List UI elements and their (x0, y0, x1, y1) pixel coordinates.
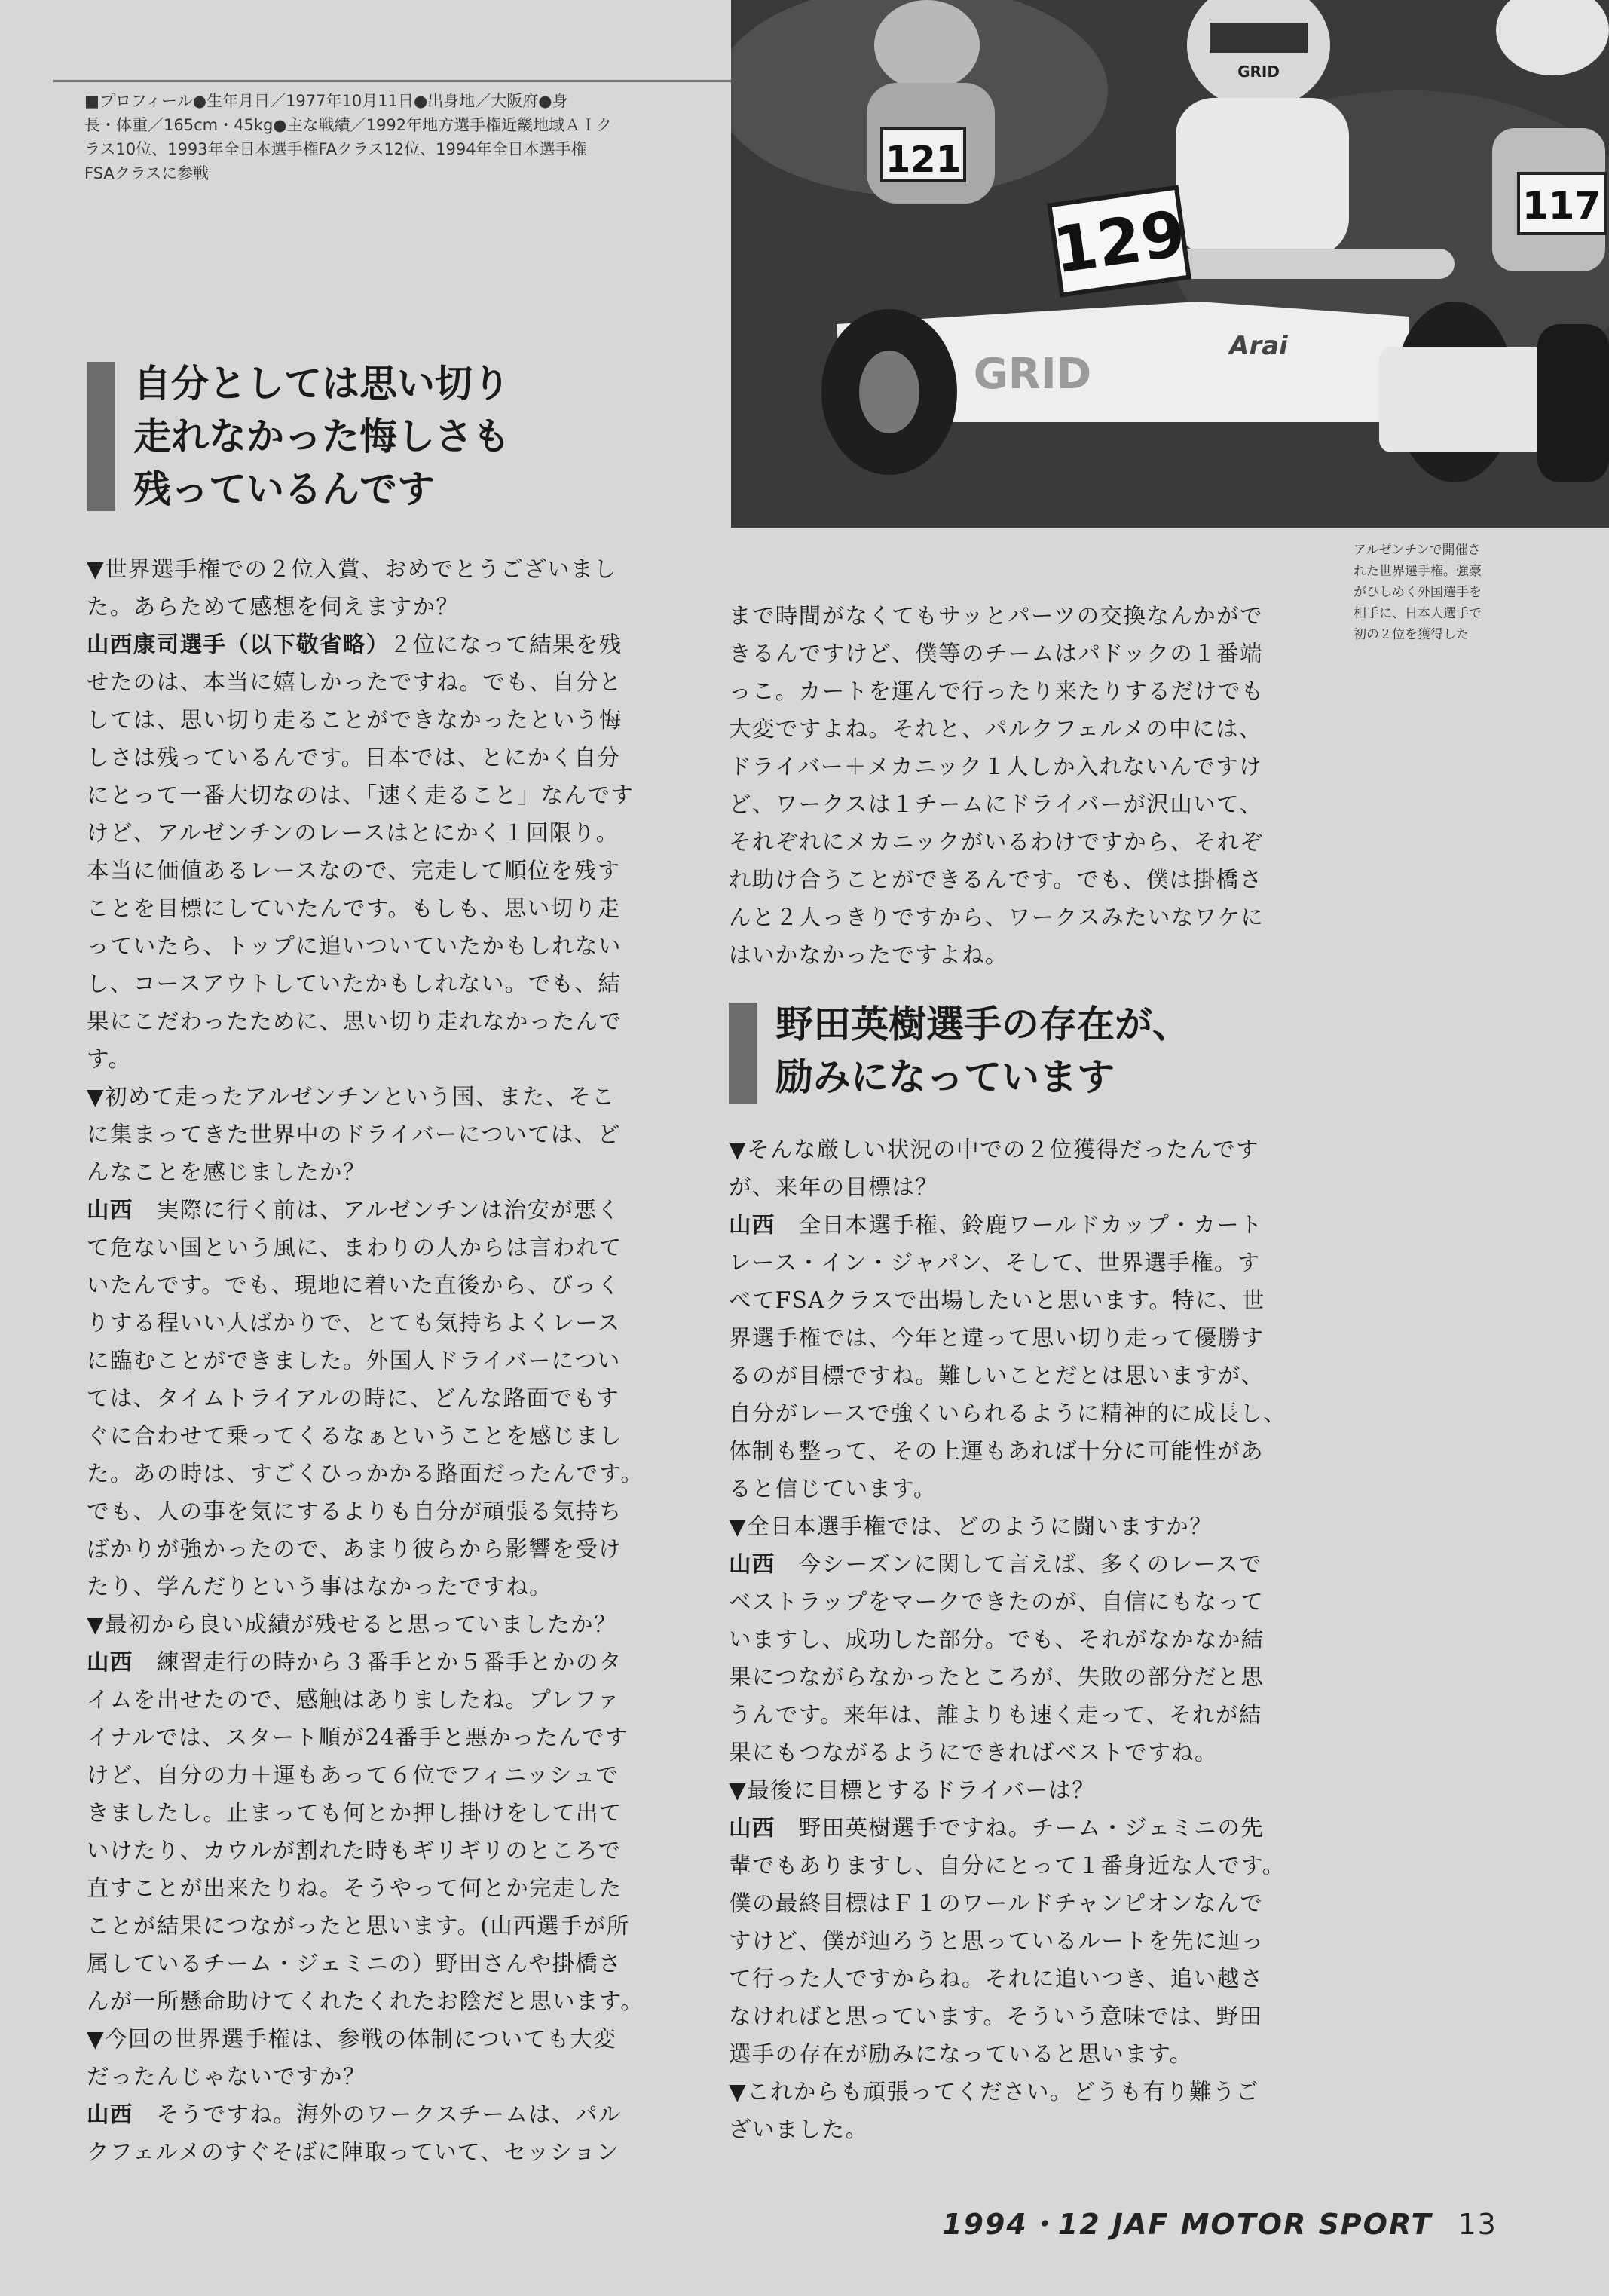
text-line (87, 1379, 659, 1417)
kart-number-117: 117 (1522, 184, 1601, 228)
line-text: ▼最初から良い成績が残せると思っていましたか？ (87, 1612, 617, 1637)
text-line (729, 2035, 1302, 2073)
line-text: 僕の最終目標はＦ１のワールドチャンピオンなんで (729, 1890, 1264, 1916)
text-line (729, 1583, 1302, 1621)
text-line (87, 776, 659, 814)
page-footer (942, 2201, 1545, 2242)
text-line (87, 550, 659, 588)
text-line (729, 1847, 1302, 1884)
line-text: ばかりが強かったので、あまり彼らから影響を受け (87, 1536, 622, 1562)
line-text: たり、学んだりという事はなかったですね。 (87, 1574, 553, 1600)
text-line (87, 1643, 659, 1681)
line-text: クフェルメのすぐそばに陣取っていて、セッション (87, 2139, 620, 2165)
text-line (729, 1922, 1302, 1960)
text-line (87, 1003, 659, 1040)
text-line (729, 1357, 1302, 1394)
text-line (729, 899, 1302, 936)
caption-line: 初の２位を獲得した (1354, 627, 1469, 642)
text-line (729, 1809, 1302, 1847)
line-text: ▼今回の世界選手権は、参戦の体制についても大変 (87, 2026, 617, 2052)
text-line (87, 889, 659, 927)
line-text: が、来年の目標は？ (729, 1174, 939, 1200)
magazine-issue: 1994・12 JAF MOTOR SPORT (942, 2208, 1433, 2241)
speaker-label: 山西 (729, 1551, 775, 1577)
text-line (87, 739, 659, 776)
line-text: ベストラップをマークできたのが、自信にもなって (729, 1589, 1265, 1615)
speaker-label: 山西康司選手（以下敬省略） (87, 632, 390, 657)
profile-line: FSAクラスに参戦 (84, 164, 210, 182)
line-text: いたんです。でも、現地に着いた直後から、びっく (87, 1272, 621, 1298)
heading-line: 残っているんです (133, 467, 435, 511)
heading-bar (729, 1003, 757, 1104)
text-line (729, 748, 1302, 785)
line-text: レース・イン・ジャパン、そして、世界選手権。す (729, 1250, 1261, 1275)
text-line (87, 1078, 659, 1116)
text-line (87, 1266, 659, 1304)
line-text: それぞれにメカニックがいるわけですから、それぞ (729, 829, 1264, 855)
text-line (729, 785, 1302, 823)
line-text: 体制も整って、その上運もあれば十分に可能性があ (729, 1438, 1265, 1464)
line-text: きるんですけど、僕等のチームはパドックの１番端 (729, 641, 1263, 666)
text-line (87, 1907, 659, 1945)
text-line (87, 1153, 659, 1191)
article-column-left (87, 550, 659, 2171)
line-text: はいかなかったですよね。 (729, 942, 1008, 968)
text-line (729, 1508, 1302, 1545)
caption-line: れた世界選手権。強豪 (1354, 564, 1482, 579)
line-text: きましたし。止まっても何とか押し掛けをして出て (87, 1800, 622, 1826)
text-line (87, 701, 659, 739)
kart-number-121: 121 (885, 139, 962, 181)
text-line (87, 1681, 659, 1719)
caption-line: アルゼンチンで開催さ (1354, 543, 1481, 558)
line-text: ことが結果につながったと思います。(山西選手が所 (87, 1913, 630, 1939)
heading-bar (87, 362, 115, 511)
text-line (729, 1281, 1302, 1319)
text-line (87, 1191, 659, 1229)
profile-line: ■プロフィール●生年月日／1977年10月11日●出身地／大阪府●身 (84, 92, 568, 110)
line-text: いけたり、カウルが割れた時もギリギリのところで (87, 1838, 622, 1863)
text-line (729, 1998, 1302, 2035)
text-line (87, 1945, 659, 1982)
line-text: し、コースアウトしていたかもしれない。でも、結 (87, 971, 622, 996)
nose-sponsor-arai: Arai (1229, 331, 1288, 361)
text-line (87, 1455, 659, 1492)
text-line (87, 1342, 659, 1379)
photo-caption (1354, 540, 1534, 645)
line-text: れ助け合うことができるんです。でも、僕は掛橋さ (729, 867, 1263, 892)
text-line (87, 1530, 659, 1568)
line-text: 選手の存在が励みになっていると思います。 (729, 2041, 1193, 2067)
text-line (729, 1621, 1302, 1658)
line-text: んが一所懸命助けてくれたくれたお陰だと思います。 (87, 1988, 644, 2014)
text-line (87, 1982, 659, 2020)
speaker-label: 山西 (87, 2102, 133, 2127)
line-text: でも、人の事を気にするよりも自分が頑張る気持ち (87, 1499, 622, 1524)
text-line (87, 1229, 659, 1266)
line-text: 果にこだわったために、思い切り走れなかったんで (87, 1009, 622, 1034)
text-line (87, 2095, 659, 2133)
text-line (87, 1304, 659, 1342)
header-rule (53, 80, 731, 82)
text-line (87, 2058, 659, 2095)
speaker-label: 山西 (729, 1212, 775, 1238)
line-text: いますし、成功した部分。でも、それがなかなか結 (729, 1627, 1265, 1652)
line-text: すけど、僕が辿ろうと思っているルートを先に辿っ (729, 1928, 1265, 1954)
text-line (729, 672, 1302, 710)
line-text: けど、アルゼンチンのレースはとにかく１回限り。 (87, 820, 619, 846)
line-text: 本当に価値あるレースなので、完走して順位を残す (87, 858, 621, 883)
line-text: に集まってきた世界中のドライバーについては、ど (87, 1122, 621, 1147)
text-line (729, 1319, 1302, 1357)
line-text: ▼世界選手権での２位入賞、おめでとうございまし (87, 556, 617, 582)
line-text: す。 (87, 1046, 132, 1072)
text-line (87, 1794, 659, 1832)
line-text: 輩でもありますし、自分にとって１番身近な人です。 (729, 1853, 1286, 1878)
text-line (87, 1417, 659, 1455)
line-text: しさは残っているんです。日本では、とにかく自分 (87, 745, 621, 770)
article-column-right-bottom (729, 1131, 1302, 2148)
text-line (87, 1756, 659, 1794)
line-text: せたのは、本当に嬉しかったですね。でも、自分と (87, 669, 622, 695)
text-line (729, 1206, 1302, 1244)
line-text: ▼これからも頑張ってください。どうも有り難うご (729, 2079, 1259, 2105)
line-text: ては、タイムトライアルの時に、どんな路面でもす (87, 1385, 620, 1411)
line-text: るのが目標ですね。難しいことだとは思いますが、 (729, 1363, 1265, 1388)
text-line (729, 710, 1302, 748)
profile-box (84, 89, 642, 185)
line-text: ▼最後に目標とするドライバーは？ (729, 1777, 1096, 1803)
line-text: た。あらためて感想を伺えますか？ (87, 594, 460, 620)
text-line (729, 823, 1302, 861)
text-line (729, 635, 1302, 672)
line-text: て行った人ですからね。それに追いつき、追い越さ (729, 1966, 1264, 1991)
line-text: 野田英樹選手ですね。チーム・ジェミニの先 (775, 1815, 1265, 1841)
text-line (729, 1432, 1302, 1470)
text-line (729, 1884, 1302, 1922)
line-text: 果にもつながるようにできればベストですね。 (729, 1740, 1218, 1765)
text-line (729, 597, 1302, 635)
text-line (729, 1658, 1302, 1696)
text-line (729, 1545, 1302, 1583)
line-text: ▼そんな厳しい状況の中での２位獲得だったんです (729, 1137, 1259, 1162)
line-text: 大変ですよね。それと、パルクフェルメの中には、 (729, 716, 1262, 742)
line-text: けど、自分の力＋運もあって６位でフィニッシュで (87, 1762, 619, 1788)
line-text: て危ない国という風に、まわりの人からは言われて (87, 1235, 622, 1260)
text-line (729, 1771, 1302, 1809)
line-text: まで時間がなくてもサッとパーツの交換なんかがで (729, 603, 1263, 629)
speaker-label: 山西 (729, 1815, 775, 1841)
line-text: 果につながらなかったところが、失敗の部分だと思 (729, 1664, 1265, 1690)
text-line (87, 852, 659, 889)
caption-line: がひしめく外国選手を (1354, 585, 1482, 600)
helmet-brand: GRID (1237, 63, 1280, 81)
line-text: だったんじゃないですか？ (87, 2064, 366, 2089)
text-line (87, 626, 659, 663)
text-line (87, 663, 659, 701)
line-text: にとって一番大切なのは、「速く走ること」なんです (87, 782, 635, 808)
page-number: 13 (1458, 2208, 1497, 2241)
nose-sponsor-grid: GRID (973, 350, 1092, 399)
line-text: 自分がレースで強くいられるように精神的に成長し、 (729, 1401, 1287, 1426)
line-text: ２位になって結果を残 (389, 632, 622, 657)
text-line (87, 965, 659, 1003)
text-line (87, 1719, 659, 1756)
text-line (87, 814, 659, 852)
heading-line: 野田英樹選手の存在が、 (775, 1003, 1190, 1046)
text-line (87, 588, 659, 626)
line-text: ▼初めて走ったアルゼンチンという国、また、そこ (87, 1084, 616, 1110)
text-line (87, 1832, 659, 1869)
speaker-label: 山西 (87, 1197, 133, 1223)
line-text: うんです。来年は、誰よりも速く走って、それが結 (729, 1702, 1262, 1728)
text-line (729, 1168, 1302, 1206)
line-text: 界選手権では、今年と違って思い切り走って優勝す (729, 1325, 1265, 1351)
kart-number-129: 129 (1048, 196, 1190, 288)
line-text: ▼全日本選手権では、どのように闘いますか？ (729, 1514, 1213, 1539)
text-line (729, 861, 1302, 899)
text-line (729, 2073, 1302, 2111)
text-line (87, 1606, 659, 1643)
text-line (729, 1696, 1302, 1734)
line-text: 実際に行く前は、アルゼンチンは治安が悪く (133, 1197, 621, 1223)
line-text: ドライバー＋メカニック１人しか入れないんですけ (729, 754, 1263, 779)
text-line (729, 1470, 1302, 1508)
line-text: 属しているチーム・ジェミニの）野田さんや掛橋さ (87, 1951, 622, 1976)
line-text: 練習走行の時から３番手とか５番手とかのタ (133, 1649, 622, 1675)
text-line (729, 2111, 1302, 2148)
line-text: なければと思っています。そういう意味では、野田 (729, 2004, 1263, 2029)
text-line (729, 936, 1302, 974)
article-column-right-top (729, 597, 1302, 974)
line-text: 全日本選手権、鈴鹿ワールドカップ・カート (775, 1212, 1263, 1238)
line-text: た。あの時は、すごくひっかかる路面だったんです。 (87, 1461, 644, 1486)
text-line (87, 2020, 659, 2058)
profile-line: 長・体重／165cm・45kg●主な戦績／1992年地方選手権近畿地域ＡＩク (84, 116, 613, 134)
line-text: 今シーズンに関して言えば、多くのレースで (775, 1551, 1262, 1577)
line-text: ざいました。 (729, 2117, 869, 2142)
line-text: ぐに合わせて乗ってくるなぁということを感じまし (87, 1423, 622, 1449)
heading-line: 励みになっています (775, 1055, 1115, 1099)
text-line (87, 927, 659, 965)
line-text: ると信じています。 (729, 1476, 937, 1502)
text-line (87, 1040, 659, 1078)
text-line (729, 1960, 1302, 1998)
line-text: んなことを感じましたか？ (87, 1159, 366, 1185)
text-line (87, 1568, 659, 1606)
line-text: しては、思い切り走ることができなかったという悔 (87, 707, 622, 733)
line-text: イムを出せたので、感触はありましたね。プレファ (87, 1687, 621, 1713)
text-line (87, 1492, 659, 1530)
text-line (729, 1244, 1302, 1281)
line-text: りする程いい人ばかりで、とても気持ちよくレース (87, 1310, 621, 1336)
line-text: ど、ワークスは１チームにドライバーが沢山いて、 (729, 791, 1263, 817)
text-line (729, 1131, 1302, 1168)
text-line (729, 1734, 1302, 1771)
caption-line: 相手に、日本人選手で (1354, 606, 1482, 621)
line-text: イナルでは、スタート順が24番手と悪かったんです (87, 1725, 629, 1750)
speaker-label: 山西 (87, 1649, 133, 1675)
text-line (729, 1394, 1302, 1432)
section-heading-1 (87, 362, 659, 511)
heading-line: 自分としては思い切り (133, 362, 510, 406)
line-text: そうですね。海外のワークスチームは、パル (133, 2102, 622, 2127)
line-text: んと２人っきりですから、ワークスみたいなワケに (729, 905, 1265, 930)
line-text: べてFSAクラスで出場したいと思います。特に、世 (729, 1287, 1265, 1313)
line-text: 直すことが出来たりね。そうやって何とか完走した (87, 1875, 622, 1901)
line-text: っていたら、トップに追いついていたかもしれない (87, 933, 622, 959)
heading-line: 走れなかった悔しさも (133, 415, 510, 458)
profile-line: ラス10位、1993年全日本選手権FAクラス12位、1994年全日本選手権 (84, 140, 587, 158)
line-text: っこ。カートを運んで行ったり来たりするだけでも (729, 678, 1265, 704)
line-text: ことを目標にしていたんです。もしも、思い切り走 (87, 895, 621, 921)
kart-race-photo (731, 0, 1609, 528)
kart-race-illustration (731, 0, 1609, 528)
text-line (87, 1869, 659, 1907)
line-text: に臨むことができました。外国人ドライバーについ (87, 1348, 621, 1373)
section-heading-2 (729, 1003, 1302, 1104)
text-line (87, 1116, 659, 1153)
text-line (87, 2133, 659, 2171)
